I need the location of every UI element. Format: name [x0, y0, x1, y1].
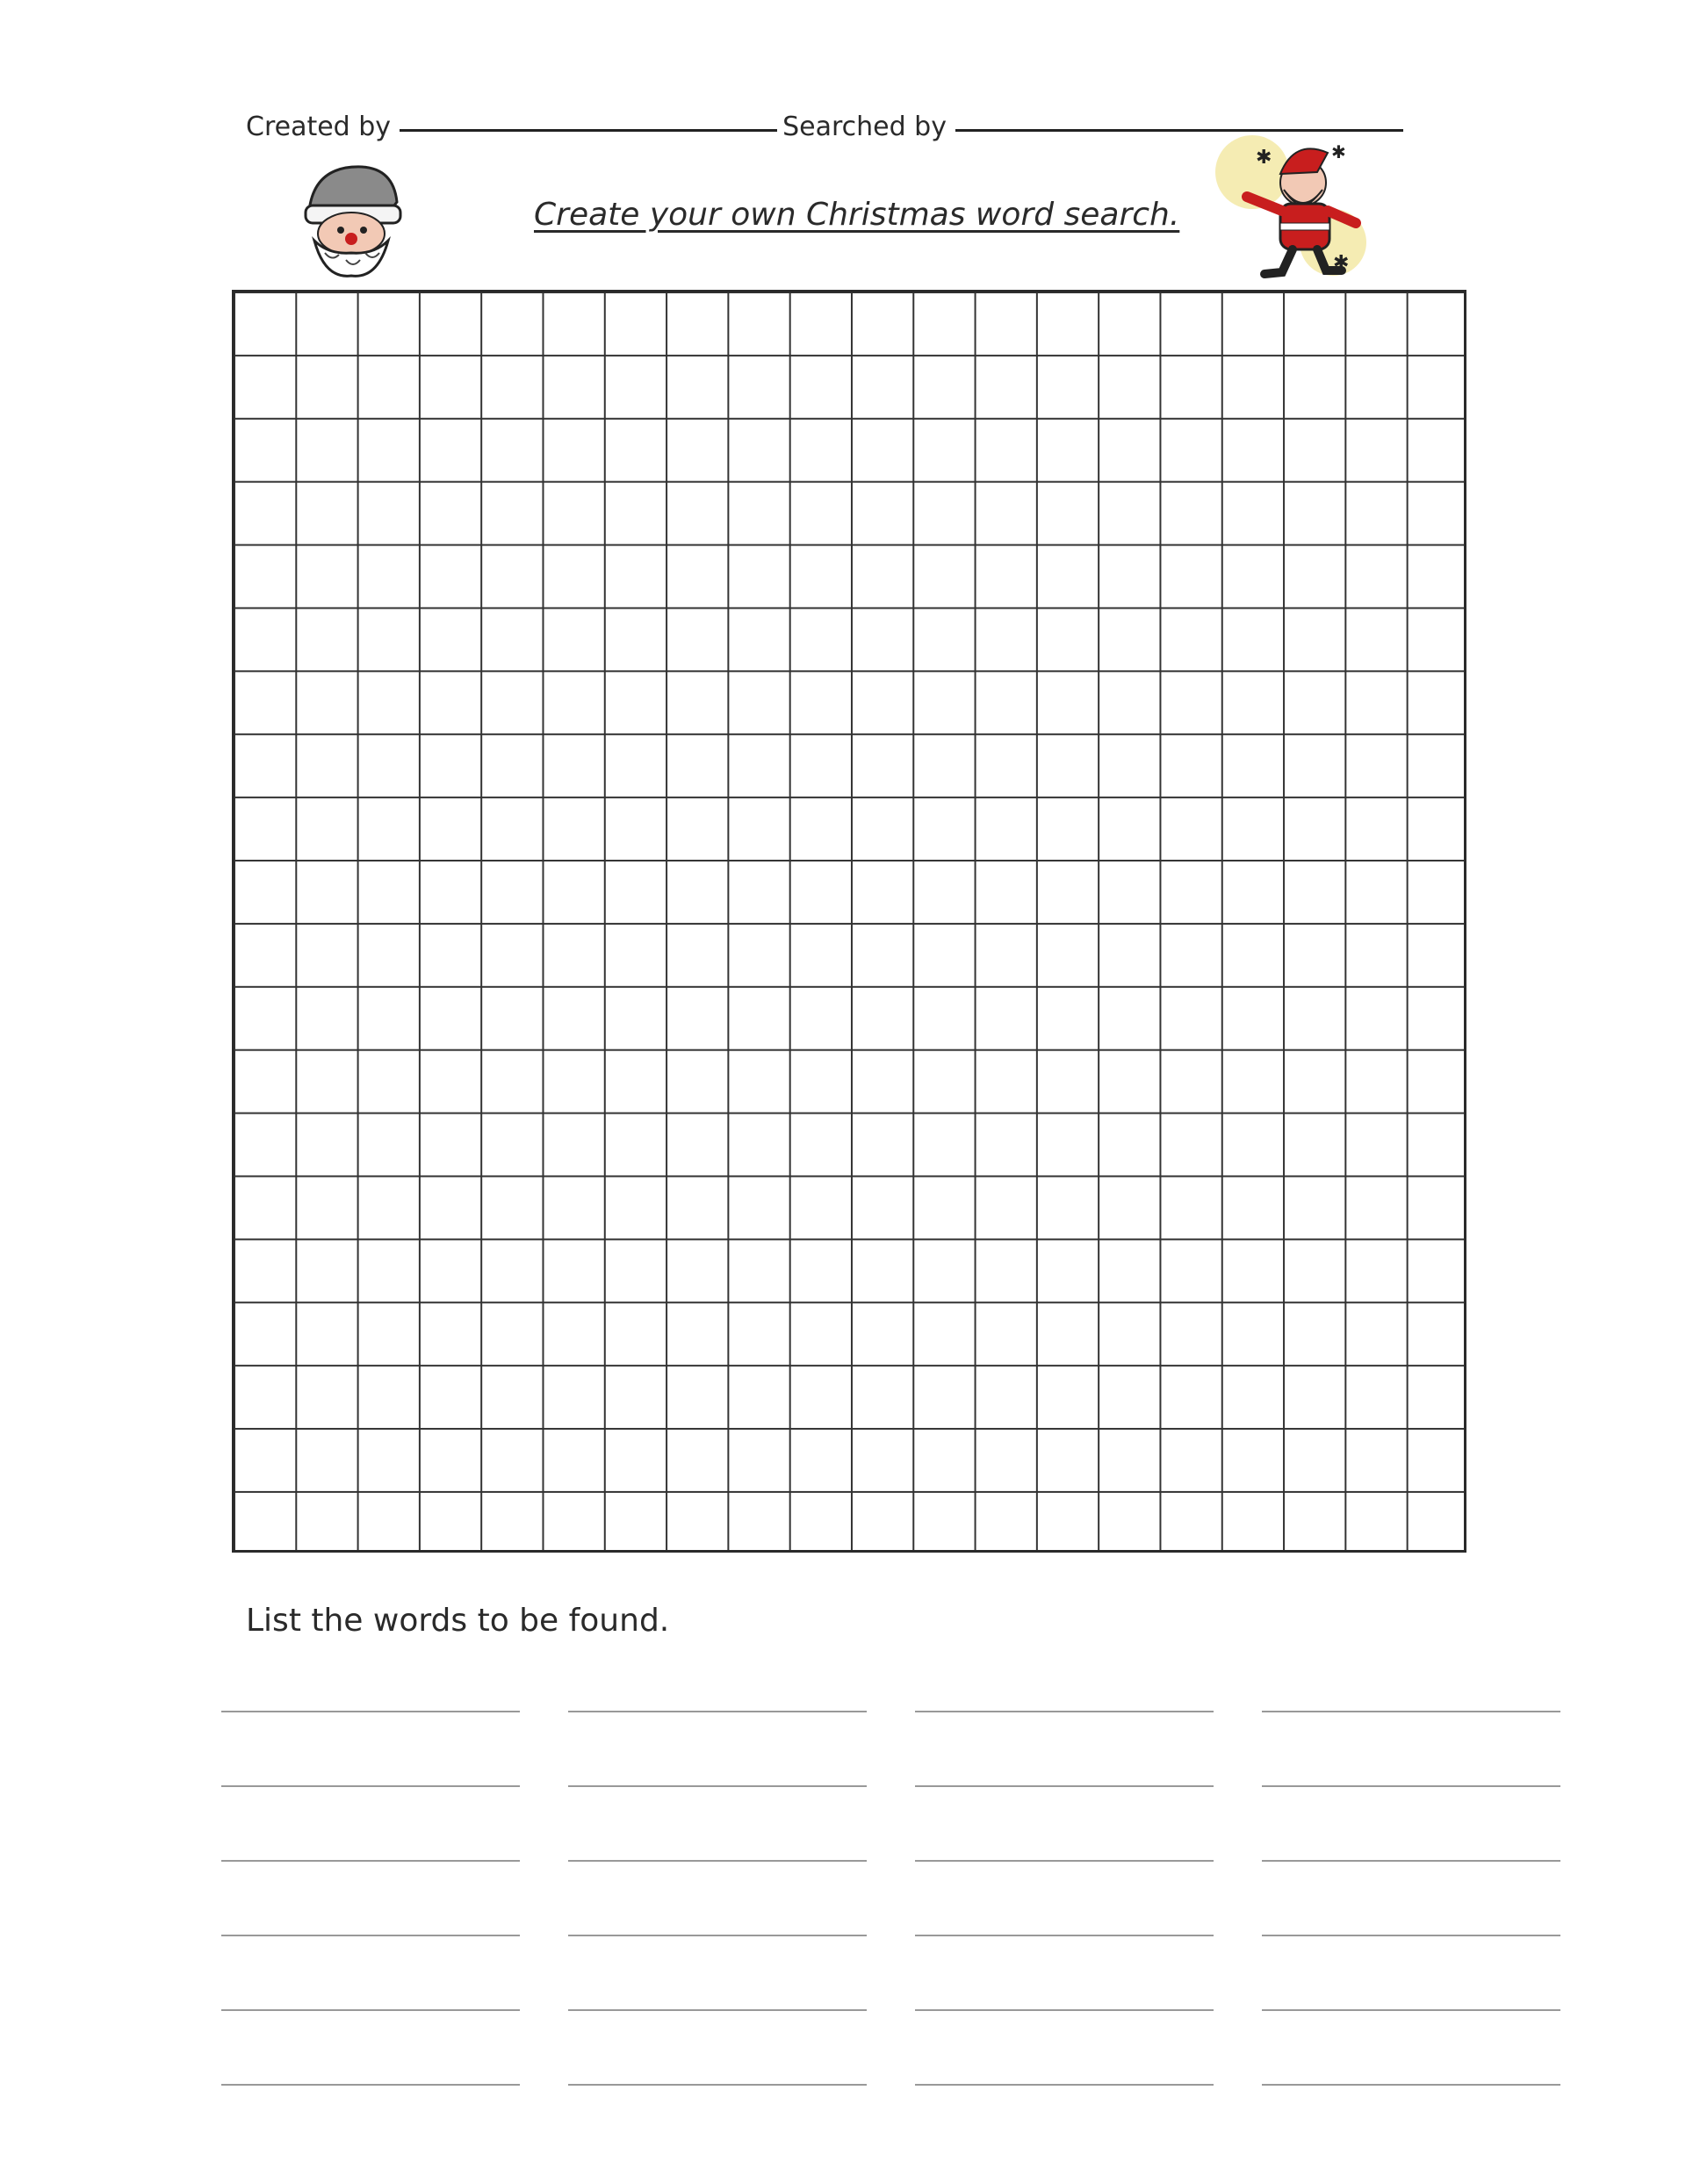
word-entry-line[interactable]: [1262, 1677, 1560, 1712]
word-list-heading: List the words to be found.: [246, 1603, 670, 1639]
created-by-label: Created by: [246, 112, 392, 142]
word-entry-line[interactable]: [915, 1677, 1214, 1712]
word-entry-line[interactable]: [1262, 1976, 1560, 2011]
svg-text:✱: ✱: [1256, 147, 1272, 169]
word-entry-line[interactable]: [915, 2051, 1214, 2086]
word-entry-line[interactable]: [915, 1976, 1214, 2011]
word-entry-line[interactable]: [1262, 1901, 1560, 1936]
word-entry-line[interactable]: [221, 1677, 520, 1712]
svg-text:✱: ✱: [1333, 252, 1350, 274]
santa-head-icon: [290, 156, 413, 279]
word-entry-line[interactable]: [568, 1752, 867, 1787]
word-entry-line[interactable]: [1262, 2051, 1560, 2086]
word-entry-line[interactable]: [568, 1901, 867, 1936]
word-entry-line[interactable]: [221, 1976, 520, 2011]
page-title: Create your own Christmas word search.: [534, 197, 1180, 233]
word-entry-line[interactable]: [915, 1827, 1214, 1862]
dancing-santa-icon: [1201, 132, 1368, 281]
searched-by-label: Searched by: [782, 112, 947, 142]
created-by-field[interactable]: [400, 126, 777, 132]
svg-text:✱: ✱: [1331, 141, 1346, 162]
word-entry-line[interactable]: [915, 1752, 1214, 1787]
word-entry-line[interactable]: [568, 1976, 867, 2011]
word-entry-line[interactable]: [1262, 1827, 1560, 1862]
word-entry-line[interactable]: [568, 1677, 867, 1712]
word-list-lines: [221, 1677, 1565, 2090]
word-entry-line[interactable]: [221, 2051, 520, 2086]
searched-by-field[interactable]: [955, 126, 1403, 132]
word-search-grid[interactable]: [232, 290, 1466, 1553]
word-entry-line[interactable]: [568, 1827, 867, 1862]
word-entry-line[interactable]: [1262, 1752, 1560, 1787]
word-entry-line[interactable]: [221, 1901, 520, 1936]
word-entry-line[interactable]: [915, 1901, 1214, 1936]
word-entry-line[interactable]: [221, 1752, 520, 1787]
word-entry-line[interactable]: [221, 1827, 520, 1862]
word-entry-line[interactable]: [568, 2051, 867, 2086]
